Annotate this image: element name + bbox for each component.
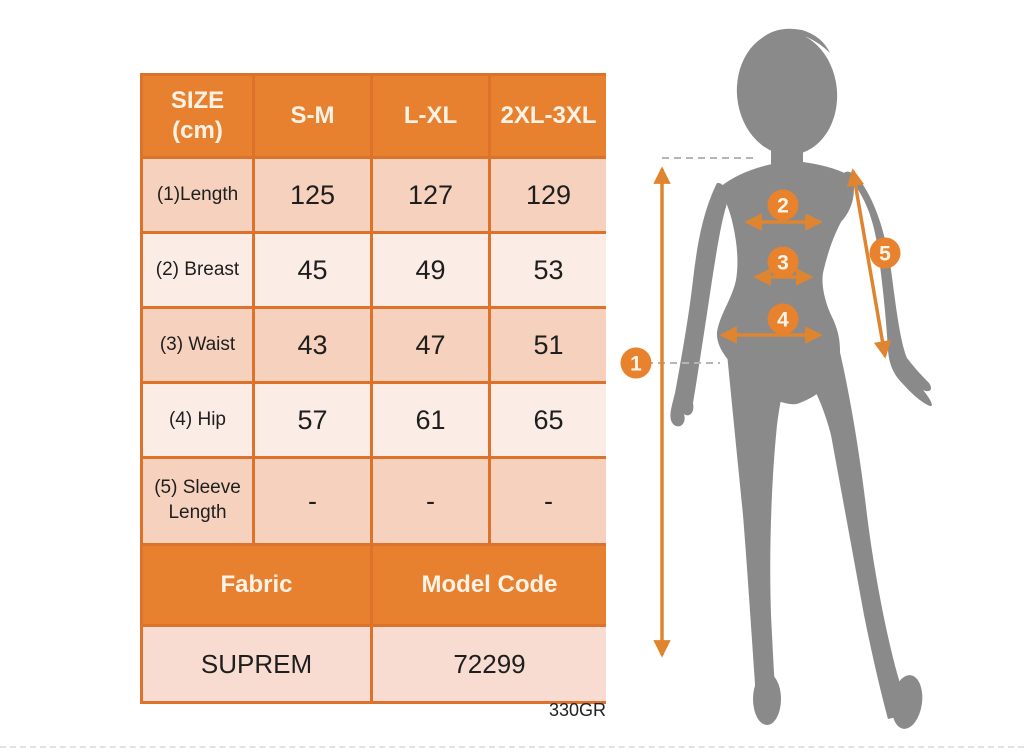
footer-value-model-code: 72299 <box>373 627 606 701</box>
header-cell-sm: S-M <box>255 76 370 156</box>
footer-header-model-code: Model Code <box>373 546 606 624</box>
row-label-hip: (4) Hip <box>143 384 252 456</box>
size-table <box>140 73 606 704</box>
row-label-sleeve-length: (5) Sleeve Length <box>143 459 252 543</box>
table-cell: 125 <box>255 159 370 231</box>
weight-note: 330GR <box>548 700 606 720</box>
table-cell: 53 <box>491 234 606 306</box>
table-cell: 49 <box>373 234 488 306</box>
footer-value-fabric: SUPREM <box>143 627 370 701</box>
row-label-length: (1)Length <box>143 159 252 231</box>
row-label-breast: (2) Breast <box>143 234 252 306</box>
table-cell: 57 <box>255 384 370 456</box>
table-cell: 45 <box>255 234 370 306</box>
table-cell: 47 <box>373 309 488 381</box>
header-cell-2xl3xl: 2XL-3XL <box>491 76 606 156</box>
row-label-waist: (3) Waist <box>143 309 252 381</box>
header-cell-size: SIZE (cm) <box>143 76 252 156</box>
table-cell: - <box>255 459 370 543</box>
measurement-diagram <box>620 15 1020 735</box>
table-cell: 129 <box>491 159 606 231</box>
table-cell: 43 <box>255 309 370 381</box>
footer-header-fabric: Fabric <box>143 546 370 624</box>
bottom-divider-line <box>0 746 1024 748</box>
header-cell-lxl: L-XL <box>373 76 488 156</box>
table-cell: - <box>491 459 606 543</box>
badge-5-number: 5 <box>879 242 891 266</box>
table-cell: 127 <box>373 159 488 231</box>
table-cell: - <box>373 459 488 543</box>
badge-4-number: 4 <box>777 308 789 332</box>
body-diagram-svg <box>620 15 1020 735</box>
badge-3-number: 3 <box>777 251 789 275</box>
badge-1-number: 1 <box>630 352 642 376</box>
table-cell: 65 <box>491 384 606 456</box>
female-silhouette <box>670 26 931 731</box>
table-cell: 61 <box>373 384 488 456</box>
table-cell: 51 <box>491 309 606 381</box>
badge-2-number: 2 <box>777 194 789 218</box>
